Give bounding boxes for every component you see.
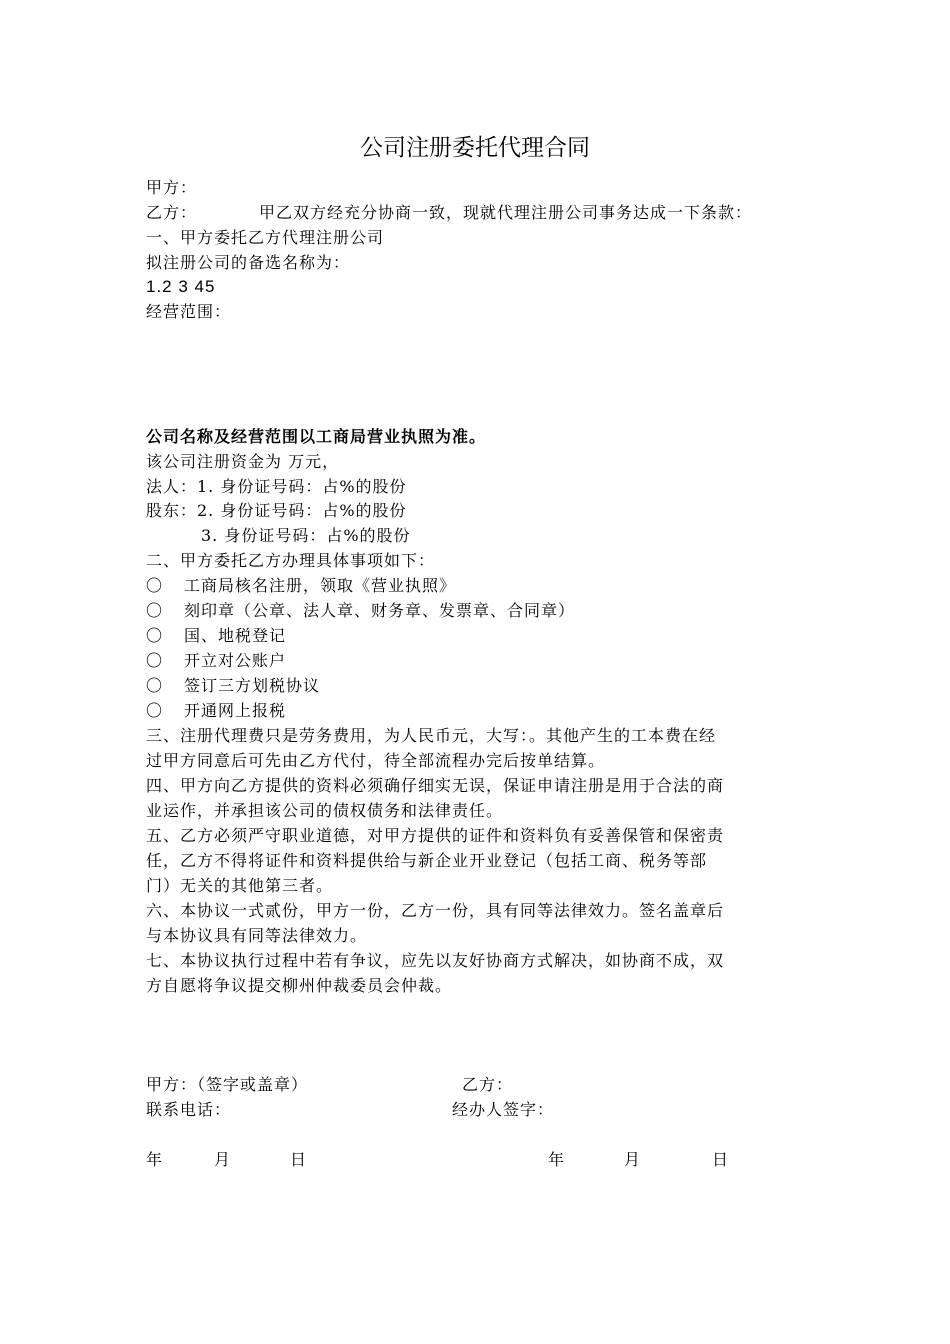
section3-line2: 过甲方同意后可先由乙方代付，待全部流程办完后按单结算。 xyxy=(146,751,606,770)
bullet-circle-icon: 〇 xyxy=(146,651,164,670)
party-a-line: 甲方： xyxy=(146,178,198,197)
bullet-circle-icon: 〇 xyxy=(146,676,164,695)
list-item: 〇 刻印章（公章、法人章、财务章、发票章、合同章） xyxy=(146,601,576,620)
bullet-circle-icon: 〇 xyxy=(146,601,164,620)
list-item: 〇 签订三方划税协议 xyxy=(146,676,321,695)
bullet-circle-icon: 〇 xyxy=(146,576,164,595)
date-day-b: 日 xyxy=(712,1150,730,1169)
document-title: 公司注册委托代理合同 xyxy=(360,135,590,161)
registered-capital: 该公司注册资金为 万元， xyxy=(146,452,340,471)
section6-line2: 与本协议具有同等法律效力。 xyxy=(146,926,368,945)
date-month-b: 月 xyxy=(624,1150,642,1169)
date-year-b: 年 xyxy=(548,1150,566,1169)
shareholder-3-line: 3. 身份证号码：占%的股份 xyxy=(201,526,411,545)
shareholder-2-line: 股东：2. 身份证号码：占%的股份 xyxy=(146,501,407,520)
phone-label: 联系电话： xyxy=(146,1100,232,1119)
section6-line1: 六、本协议一式贰份，甲方一份，乙方一份，具有同等法律效力。签名盖章后 xyxy=(146,901,725,920)
date-month-a: 月 xyxy=(214,1150,232,1169)
handler-signature-label: 经办人签字： xyxy=(452,1100,555,1119)
note-bold: 公司名称及经营范围以工商局营业执照为准。 xyxy=(146,427,487,446)
list-item: 〇 工商局核名注册，领取《营业执照》 xyxy=(146,576,457,595)
section4-line2: 业运作，并承担该公司的债权债务和法律责任。 xyxy=(146,801,504,820)
list-item: 〇 开通网上报税 xyxy=(146,701,287,720)
list-item: 〇 开立对公账户 xyxy=(146,651,287,670)
date-year-a: 年 xyxy=(146,1150,164,1169)
section7-line1: 七、本协议执行过程中若有争议，应先以友好协商方式解决，如协商不成，双 xyxy=(146,951,725,970)
signature-party-a: 甲方：（签字或盖章） xyxy=(146,1075,309,1094)
section5-line1: 五、乙方必须严守职业道德，对甲方提供的证件和资料负有妥善保管和保密责 xyxy=(146,826,725,845)
section4-line1: 四、甲方向乙方提供的资料必须确仔细实无误，保证申请注册是用于合法的商 xyxy=(146,776,725,795)
section7-line2: 方自愿将争议提交柳州仲裁委员会仲裁。 xyxy=(146,976,453,995)
party-b-label: 乙方： xyxy=(146,203,198,222)
party-b-line xyxy=(146,202,752,224)
section1-heading: 一、甲方委托乙方代理注册公司 xyxy=(146,228,385,247)
signature-party-b: 乙方： xyxy=(462,1075,514,1094)
section5-line2: 任，乙方不得将证件和资料提供给与新企业开业登记（包括工商、税务等部 xyxy=(146,851,708,870)
business-scope-label: 经营范围： xyxy=(146,302,232,321)
bullet-circle-icon: 〇 xyxy=(146,701,164,720)
list-item: 〇 国、地税登记 xyxy=(146,626,287,645)
intro-text: 甲乙双方经充分协商一致，现就代理注册公司事务达成一下条款： xyxy=(259,203,753,222)
section3-line1: 三、注册代理费只是劳务费用，为人民币元，大写：。其他产生的工本费在经 xyxy=(146,726,717,745)
bullet-circle-icon: 〇 xyxy=(146,626,164,645)
candidate-numbers: 1.2 3 45 xyxy=(146,277,216,296)
section2-heading: 二、甲方委托乙方办理具体事项如下： xyxy=(146,551,436,570)
date-day-a: 日 xyxy=(290,1150,308,1169)
legal-person-line: 法人：1. 身份证号码：占%的股份 xyxy=(146,477,407,496)
candidate-names-label: 拟注册公司的备选名称为： xyxy=(146,253,351,272)
section5-line3: 门）无关的其他第三者。 xyxy=(146,876,334,895)
